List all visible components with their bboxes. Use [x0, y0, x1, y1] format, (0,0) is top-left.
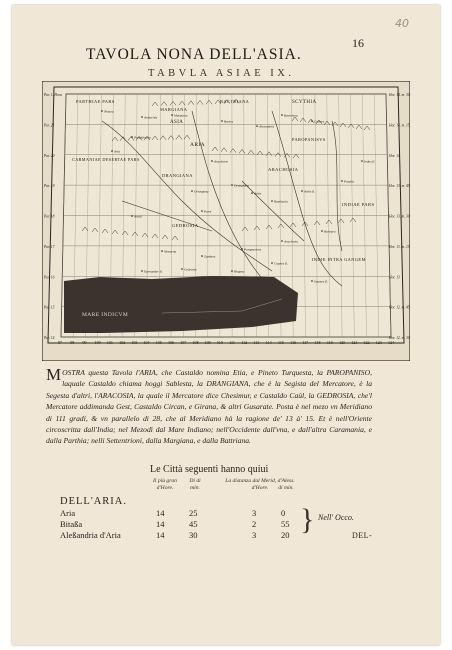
city-dist-hours: 3	[252, 530, 257, 540]
place-label: Patalla	[344, 179, 354, 184]
city-name: Bitaßa	[60, 519, 83, 529]
scale-tick-label: 107	[180, 340, 187, 345]
right-margin-label: Hor. 13	[389, 275, 400, 280]
left-margin-label: Par. 17	[44, 244, 55, 249]
place-marker	[101, 110, 103, 112]
city-minutes: 25	[189, 508, 198, 518]
place-label: Bactra	[224, 119, 234, 124]
place-marker	[171, 114, 173, 116]
place-marker	[201, 210, 203, 212]
scale-tick-label: 113	[253, 340, 260, 345]
place-label: Alexandria	[259, 124, 275, 129]
scale-tick-label: 106	[168, 340, 174, 345]
city-name: Aria	[60, 508, 76, 518]
left-margin-label: Par. 18	[44, 214, 55, 219]
scale-tick-label: 120	[339, 340, 346, 345]
place-marker	[271, 262, 273, 264]
col-header-longest-day: Il più gran d'Hore.	[153, 478, 177, 491]
map-engraving	[42, 81, 410, 361]
scale-tick-label: 104	[143, 340, 150, 345]
right-margin-label: Hor. 13. m. 15	[389, 244, 410, 249]
scale-tick-label: 105	[155, 340, 162, 345]
cities-title: Le Città seguenti hanno quiui	[150, 464, 269, 475]
scale-tick-label: 100	[94, 340, 101, 345]
region-label: GEDROSIA	[172, 223, 199, 228]
place-marker	[311, 280, 313, 282]
scale-tick-label: 102	[119, 340, 126, 345]
place-label: Aria	[114, 149, 121, 154]
place-marker	[141, 116, 143, 118]
scale-tick-label: 115	[278, 340, 284, 345]
place-label: Indus fl.	[364, 159, 376, 164]
drop-capital: M	[46, 365, 62, 384]
city-dist-hours: 2	[252, 519, 257, 529]
region-label: BACTRIANA	[220, 99, 250, 104]
region-label: MARE INDICVM	[82, 312, 129, 318]
place-label: Margiana	[174, 113, 188, 118]
scale-tick-label: 121	[351, 340, 358, 345]
section-heading: DELL'ARIA.	[60, 496, 128, 507]
place-label: Rhapsa	[234, 269, 245, 274]
place-label: Arbiti	[134, 214, 142, 219]
place-marker	[321, 230, 323, 232]
region-label: DRANGIANA	[162, 173, 193, 178]
place-label: Rambacia	[274, 199, 288, 204]
place-marker	[131, 136, 133, 138]
catchword: DEL-	[352, 531, 373, 540]
scale-tick-label: 114	[265, 340, 272, 345]
region-label: ASIA	[170, 120, 184, 125]
scale-tick-label: 116	[290, 340, 297, 345]
left-margin-label: Par. 21	[44, 123, 55, 128]
place-label: Gedrosia	[184, 267, 197, 272]
scale-tick-label: 111	[229, 340, 235, 345]
city-dist-minutes: 20	[281, 530, 290, 540]
place-marker	[231, 184, 233, 186]
region-label: INDIE INTRA GANGEM	[312, 257, 366, 262]
scale-tick-label: 99	[82, 340, 87, 345]
scale-tick-label: 124	[388, 340, 394, 345]
place-label: Prophthasia	[134, 135, 151, 140]
place-label: Bactriana	[284, 113, 298, 118]
place-label: Arachotus	[214, 159, 228, 164]
place-label: Musarna	[164, 249, 177, 254]
scale-tick-label: 112	[241, 340, 248, 345]
city-hours: 14	[156, 508, 165, 518]
place-label: Cophes fl.	[274, 261, 288, 266]
city-minutes: 30	[189, 530, 198, 540]
left-margin-label: Par. 16	[44, 275, 55, 280]
scale-tick-label: 117	[302, 340, 309, 345]
place-label: Etymander fl.	[144, 269, 163, 274]
scale-tick-label: 101	[106, 340, 113, 345]
place-marker	[141, 270, 143, 272]
region-label: INDIAE PARS	[342, 202, 375, 207]
brace-glyph: }	[300, 503, 315, 536]
left-margin-label: Par. 19	[44, 184, 55, 189]
scale-tick-label: 118	[314, 340, 321, 345]
city-hours: 14	[156, 519, 165, 529]
left-margin-label: Par. 15	[44, 305, 55, 310]
right-margin-label: Hor. 13. m. 45	[389, 184, 410, 189]
page-number: 16	[352, 36, 364, 50]
scale-tick-label: 109	[204, 340, 211, 345]
scale-tick-label: 110	[216, 340, 223, 345]
city-dist-minutes: 0	[281, 508, 286, 518]
scale-tick-label: 98	[70, 340, 75, 345]
region-label: ARIA	[190, 142, 206, 148]
place-label: Zardava	[204, 254, 216, 259]
place-marker	[251, 192, 253, 194]
page-title: TAVOLA NONA DELL'ASIA.	[86, 46, 302, 63]
right-margin-label: Hor. 14. m. 15	[389, 123, 410, 128]
place-marker	[361, 160, 363, 162]
place-marker	[131, 215, 133, 217]
place-label: Nisaea	[104, 109, 114, 114]
scale-tick-label: 103	[131, 340, 138, 345]
place-label: Ortospana	[194, 189, 209, 194]
description-text	[46, 367, 372, 447]
map-title: TABVLA ASIAE IX.	[148, 68, 295, 79]
left-margin-label: Par. 20	[44, 153, 55, 158]
place-marker	[211, 160, 213, 162]
direction-note: Nell' Occo.	[318, 513, 354, 522]
place-marker	[111, 150, 113, 152]
region-label: CARMANIAE DESERTAE PARS	[72, 157, 140, 162]
place-marker	[191, 190, 193, 192]
scale-tick-label: 119	[326, 340, 333, 345]
place-marker	[161, 250, 163, 252]
left-margin-label: Par. 14	[44, 336, 55, 340]
col-header-minutes-2: di min.	[278, 485, 294, 491]
place-marker	[201, 255, 203, 257]
city-name: Aleßandria d'Aria	[60, 530, 121, 540]
place-marker	[181, 268, 183, 270]
region-label: ARACHOSIA	[268, 167, 299, 172]
place-marker	[241, 248, 243, 250]
place-label: Cabura	[314, 119, 325, 124]
place-label: Drangiana	[234, 183, 249, 188]
col-header-distance: La distanza dal Merid, d'Aless. d'Hore.	[225, 478, 295, 491]
place-marker	[341, 180, 343, 182]
place-label: Barbara	[324, 229, 336, 234]
place-marker	[311, 120, 313, 122]
pencil-annotation: 40	[395, 17, 409, 30]
scale-tick-label: 108	[192, 340, 199, 345]
place-marker	[221, 120, 223, 122]
place-label: Paropanisus	[244, 247, 262, 252]
right-margin-label: Hor. 12. m. 30	[389, 336, 410, 340]
description-body: OSTRA questa Tavola l'ARIA, che Castaldo nomina Etia, e Pineto Turquesta, la PAROPANISO, laquale Castaldo chiama hoggi Sablesta, la DRANGIANA, che è la Segista del Mercatore, è la Segesta d'altri, l'ARACOSIA, la quale il Mercatore dice Chesimur, e Castaldo Caùl, la GEDROSIA, che'l Mercatore addimanda Gest, Castaldo Circan, e Girana, & altri Gusarate. Posta è nel mezo vn Meridiano di 111 gradi, & vn parallelo di 28, che al Meridiano hà la ragione de' 13 à' 15. Et è nell'Oriente circoscritta dall'India; nel Mezodì dal Mare Indiano; nell'Occidente dall'vna, e dall'altra Caramania, e dalla Parthia; nelli Settentrioni, dalla Margiana, e dalla Battriana.	[46, 368, 372, 446]
place-label: Suastus fl.	[314, 279, 328, 284]
place-label: Arachosia	[284, 239, 298, 244]
city-dist-hours: 3	[252, 508, 257, 518]
place-label: Arbis fl.	[304, 189, 315, 194]
left-margin-label: Par. 1. Hora	[44, 93, 62, 97]
right-margin-label: Hor. 14	[389, 153, 400, 158]
region-label: MARGIANA	[160, 107, 188, 112]
scale-tick-label: 123	[375, 340, 382, 345]
place-marker	[256, 125, 258, 127]
place-label: Arbis	[254, 191, 262, 196]
city-dist-minutes: 55	[281, 519, 290, 529]
right-margin-label: Hor. 14. m. 30	[389, 93, 410, 97]
place-marker	[271, 200, 273, 202]
place-label: Antiochia	[144, 115, 158, 120]
city-minutes: 45	[189, 519, 198, 529]
place-marker	[231, 270, 233, 272]
region-label: PAROPANISVS	[292, 137, 326, 142]
right-margin-label: Hor. 12. m. 45	[389, 305, 410, 310]
region-label: SCYTHIA	[292, 100, 317, 105]
col-header-minutes: Di di min.	[189, 478, 201, 491]
right-margin-label: Hor. 13. m. 30	[389, 214, 410, 219]
place-marker	[281, 240, 283, 242]
place-marker	[301, 190, 303, 192]
place-marker	[281, 114, 283, 116]
scale-tick-label: 97	[58, 340, 62, 345]
region-label: PARTHIAE PARS	[76, 99, 115, 104]
place-label: Parsi	[204, 209, 212, 214]
city-hours: 14	[156, 530, 165, 540]
scale-tick-label: 122	[363, 340, 370, 345]
